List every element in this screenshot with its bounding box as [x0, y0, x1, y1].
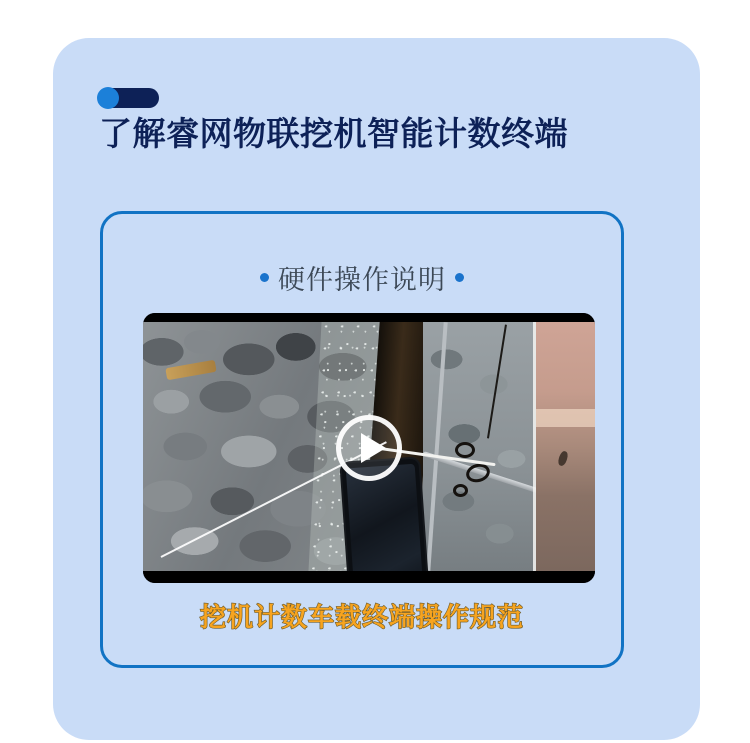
pillar-light-band: [536, 409, 595, 426]
promo-card: [53, 38, 700, 740]
title-bullet-pill-icon: [97, 86, 159, 110]
cable-loop-icon: [455, 442, 475, 458]
section-title: 硬件操作说明: [278, 265, 446, 295]
letterbox-top: [143, 313, 595, 322]
content-panel: [100, 211, 624, 668]
video-caption: 挖机计数车载终端操作规范: [199, 602, 524, 632]
pillar-highlight-edge: [533, 322, 536, 571]
cable-loop-icon: [453, 484, 468, 497]
pillar-dark-mark: [557, 451, 569, 468]
tablet-screen: [346, 464, 424, 571]
pill-circle: [97, 87, 119, 109]
bullet-dot-left-icon: [260, 273, 269, 282]
section-title-row: [103, 258, 621, 297]
play-button[interactable]: [336, 415, 402, 481]
play-icon: [361, 433, 386, 463]
letterbox-bottom: [143, 571, 595, 583]
cab-pillar-pink: [536, 322, 595, 571]
bullet-dot-right-icon: [455, 273, 464, 282]
video-thumbnail[interactable]: [143, 313, 595, 583]
page-title: 了解睿网物联挖机智能计数终端: [99, 115, 568, 152]
